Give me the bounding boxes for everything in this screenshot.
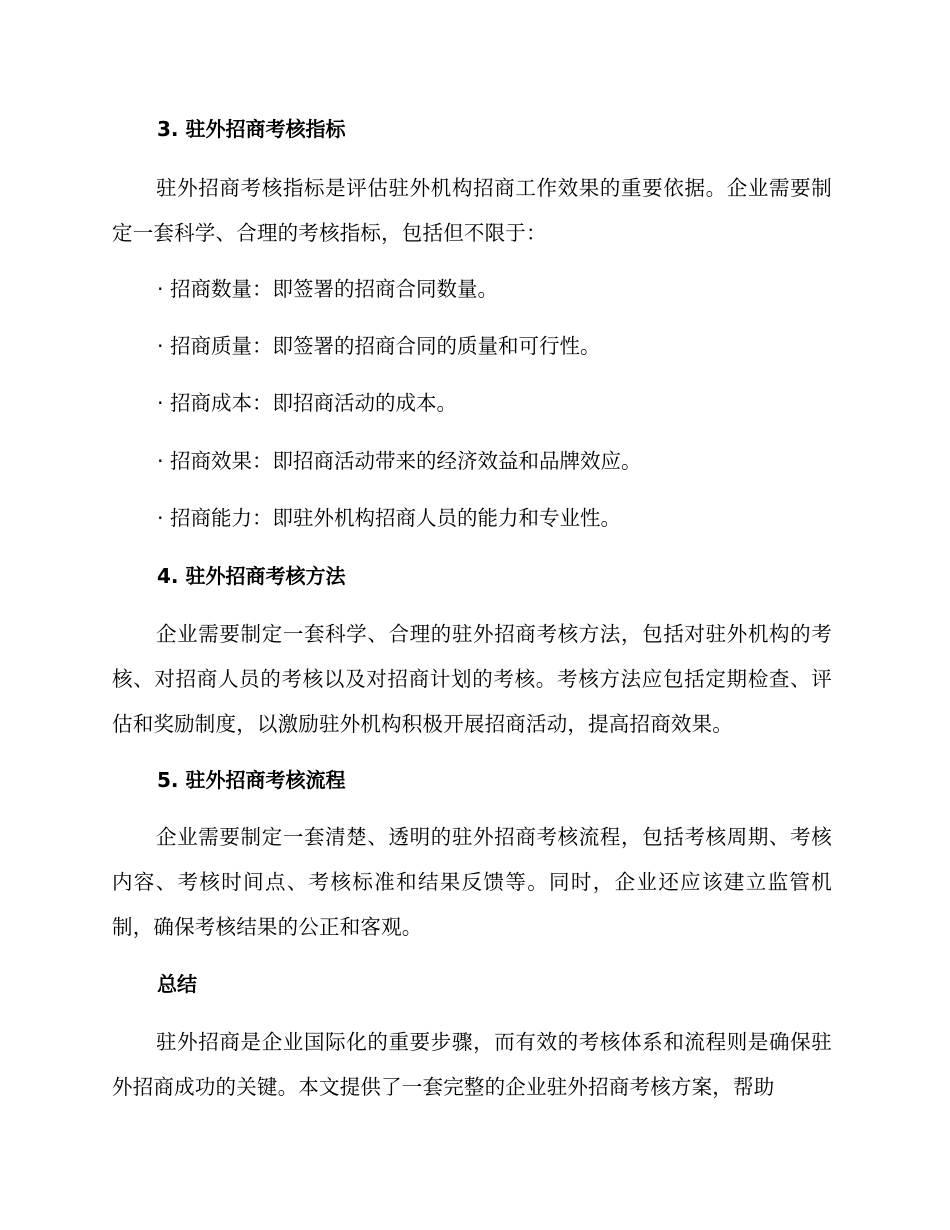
summary-paragraph: 驻外招商是企业国际化的重要步骤，而有效的考核体系和流程则是确保驻外招商成功的关键。本文提供了一套完整的企业驻外招商考核方案，帮助: [112, 1030, 832, 1099]
bullet-item: · 招商效果：即招商活动带来的经济效益和品牌效应。: [157, 449, 642, 473]
bullet-item: · 招商能力：即驻外机构招商人员的能力和专业性。: [157, 506, 622, 530]
bullet-item: · 招商成本：即招商活动的成本。: [157, 391, 458, 415]
bullet-item: · 招商质量：即签署的招商合同的质量和可行性。: [157, 334, 601, 358]
section-5-heading: 5. 驻外招商考核流程: [157, 768, 346, 792]
section-4-paragraph: 企业需要制定一套科学、合理的驻外招商考核方法，包括对驻外机构的考核、对招商人员的考核以及对招商计划的考核。考核方法应包括定期检查、评估和奖励制度，以激励驻外机构积极开展招商活动，提高招商效果。: [112, 622, 832, 736]
section-4-heading: 4. 驻外招商考核方法: [157, 564, 346, 588]
bullet-item: · 招商数量：即签署的招商合同数量。: [157, 277, 499, 301]
section-3-heading: 3. 驻外招商考核指标: [157, 117, 346, 141]
section-5-paragraph: 企业需要制定一套清楚、透明的驻外招商考核流程，包括考核周期、考核内容、考核时间点、考核标准和结果反馈等。同时，企业还应该建立监管机制，确保考核结果的公正和客观。: [112, 825, 832, 939]
section-3-paragraph: 驻外招商考核指标是评估驻外机构招商工作效果的重要依据。企业需要制定一套科学、合理的考核指标，包括但不限于：: [112, 176, 832, 245]
summary-heading: 总结: [157, 972, 197, 996]
